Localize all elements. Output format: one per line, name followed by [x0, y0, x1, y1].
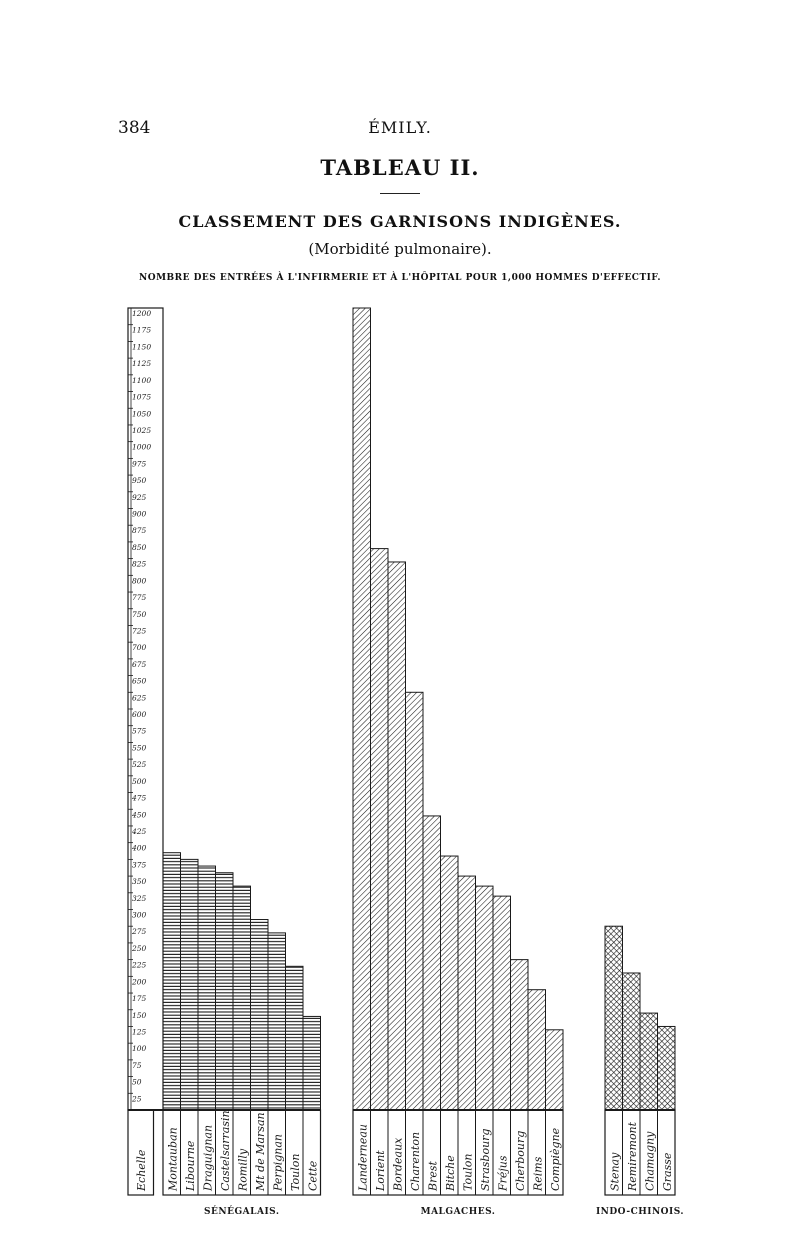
bar	[458, 876, 476, 1110]
bar	[658, 1026, 676, 1110]
bar	[476, 886, 494, 1110]
y-tick-label: 325	[132, 893, 147, 903]
bar	[181, 859, 199, 1110]
y-tick-label: 1050	[132, 409, 152, 419]
scale-column	[128, 308, 163, 1110]
y-tick-label: 725	[132, 626, 147, 636]
category-label: Charenton	[409, 1131, 422, 1191]
group-label: SÉNÉGALAIS.	[204, 1207, 280, 1217]
y-tick-label: 1000	[132, 442, 152, 452]
bar	[546, 1030, 564, 1110]
bar	[623, 973, 641, 1110]
category-label: Cette	[306, 1160, 320, 1191]
y-tick-label: 400	[132, 843, 147, 853]
bar	[406, 692, 424, 1110]
category-label: Toulon	[461, 1153, 475, 1191]
y-tick-label: 1200	[132, 309, 152, 318]
y-tick-label: 50	[132, 1077, 142, 1087]
y-tick-label: 150	[132, 1010, 147, 1020]
y-tick-label: 450	[132, 810, 147, 820]
bar	[268, 933, 286, 1110]
group-labels	[204, 1205, 684, 1217]
chart-subtitle: CLASSEMENT DES GARNISONS INDIGÈNES.	[178, 212, 622, 231]
category-label: Mt de Marsan	[254, 1112, 267, 1191]
running-head: ÉMILY.	[368, 118, 432, 137]
y-tick-label: 475	[132, 793, 147, 803]
bar	[640, 1013, 658, 1110]
category-label: Bordeaux	[391, 1137, 405, 1191]
y-tick-label: 550	[132, 743, 147, 753]
y-tick-label: 1025	[132, 425, 152, 435]
y-tick-label: 850	[132, 542, 147, 552]
y-tick-label: 700	[132, 643, 147, 653]
y-tick-label: 750	[132, 609, 147, 619]
y-tick-label: 125	[132, 1027, 147, 1037]
y-tick-label: 350	[132, 877, 147, 887]
y-tick-label: 875	[132, 526, 147, 536]
bar	[353, 308, 371, 1110]
category-label: Brest	[426, 1161, 440, 1191]
bar	[388, 562, 406, 1110]
y-tick-label: 575	[132, 726, 147, 736]
bar	[371, 549, 389, 1110]
group-label: MALGACHES.	[420, 1207, 496, 1217]
category-label: Lorient	[374, 1150, 387, 1191]
category-label: Chamagny	[643, 1131, 657, 1191]
bar	[286, 966, 304, 1110]
category-label: Strasbourg	[479, 1128, 492, 1191]
y-tick-label: 100	[132, 1044, 147, 1054]
y-tick-label: 1150	[132, 342, 152, 352]
category-label: Landerneau	[356, 1124, 370, 1191]
bar	[233, 886, 251, 1110]
y-tick-label: 75	[132, 1060, 142, 1070]
bar	[303, 1016, 321, 1110]
bar	[423, 816, 441, 1110]
category-label: Stenay	[608, 1152, 622, 1191]
bar	[198, 866, 216, 1110]
category-label: Reims	[531, 1156, 545, 1191]
scale-label: Echelle	[135, 1149, 148, 1191]
bar	[605, 926, 623, 1110]
y-tick-label: 650	[132, 676, 147, 686]
bar	[528, 990, 546, 1110]
y-tick-label: 225	[132, 960, 147, 970]
y-tick-label: 275	[132, 927, 147, 937]
category-label: Bitche	[444, 1155, 457, 1191]
y-tick-label: 25	[132, 1094, 142, 1104]
group-label: INDO-CHINOIS.	[595, 1207, 685, 1217]
category-label: Toulon	[289, 1153, 302, 1191]
bar	[493, 896, 511, 1110]
category-label: Cherbourg	[514, 1130, 527, 1191]
category-label: Draguignan	[201, 1124, 215, 1191]
y-tick-label: 625	[132, 693, 147, 703]
y-tick-label: 600	[132, 710, 147, 719]
bar	[511, 960, 529, 1110]
y-tick-label: 675	[132, 659, 147, 669]
category-label: Fréjus	[496, 1155, 510, 1191]
y-tick-label: 175	[132, 994, 147, 1004]
category-label: Compiègne	[549, 1127, 562, 1191]
y-tick-label: 500	[132, 776, 147, 786]
page-number: 384	[118, 118, 151, 138]
y-tick-label: 200	[132, 977, 147, 987]
category-label: Montauban	[166, 1127, 180, 1191]
chart-title: TABLEAU II.	[320, 155, 480, 180]
y-tick-label: 300	[132, 910, 147, 920]
y-tick-label: 1075	[132, 392, 152, 402]
y-tick-label: 375	[132, 860, 147, 870]
y-tick-label: 1175	[132, 325, 152, 335]
bar	[216, 873, 234, 1110]
y-tick-label: 1125	[132, 359, 152, 369]
category-label: Grasse	[661, 1152, 674, 1191]
y-tick-label: 925	[132, 492, 147, 502]
bars	[163, 308, 675, 1110]
category-label: Remiremont	[626, 1121, 639, 1191]
y-tick-label: 950	[132, 476, 147, 486]
y-tick-label: 1100	[132, 375, 152, 385]
y-tick-label: 825	[132, 559, 147, 569]
category-label: Castelsarrasin	[219, 1110, 232, 1191]
y-tick-label: 775	[132, 593, 147, 603]
y-tick-label: 525	[132, 760, 147, 770]
bar	[251, 920, 269, 1110]
y-tick-label: 975	[132, 459, 147, 469]
category-label: Perpignan	[271, 1133, 285, 1191]
bar	[163, 853, 181, 1110]
y-tick-label: 800	[132, 576, 147, 586]
category-label: Libourne	[184, 1140, 197, 1191]
bar	[441, 856, 459, 1110]
y-tick-label: 425	[132, 826, 147, 836]
y-tick-label: 900	[132, 509, 147, 519]
category-label: Romilly	[236, 1148, 250, 1191]
chart-subtitle-secondary: (Morbidité pulmonaire).	[308, 240, 492, 258]
chart-caption: NOMBRE DES ENTRÉES À L'INFIRMERIE ET À L'HÔPITAL POUR 1,000 HOMMES D'EFFECTIF.	[139, 273, 661, 283]
y-tick-label: 250	[132, 943, 147, 953]
